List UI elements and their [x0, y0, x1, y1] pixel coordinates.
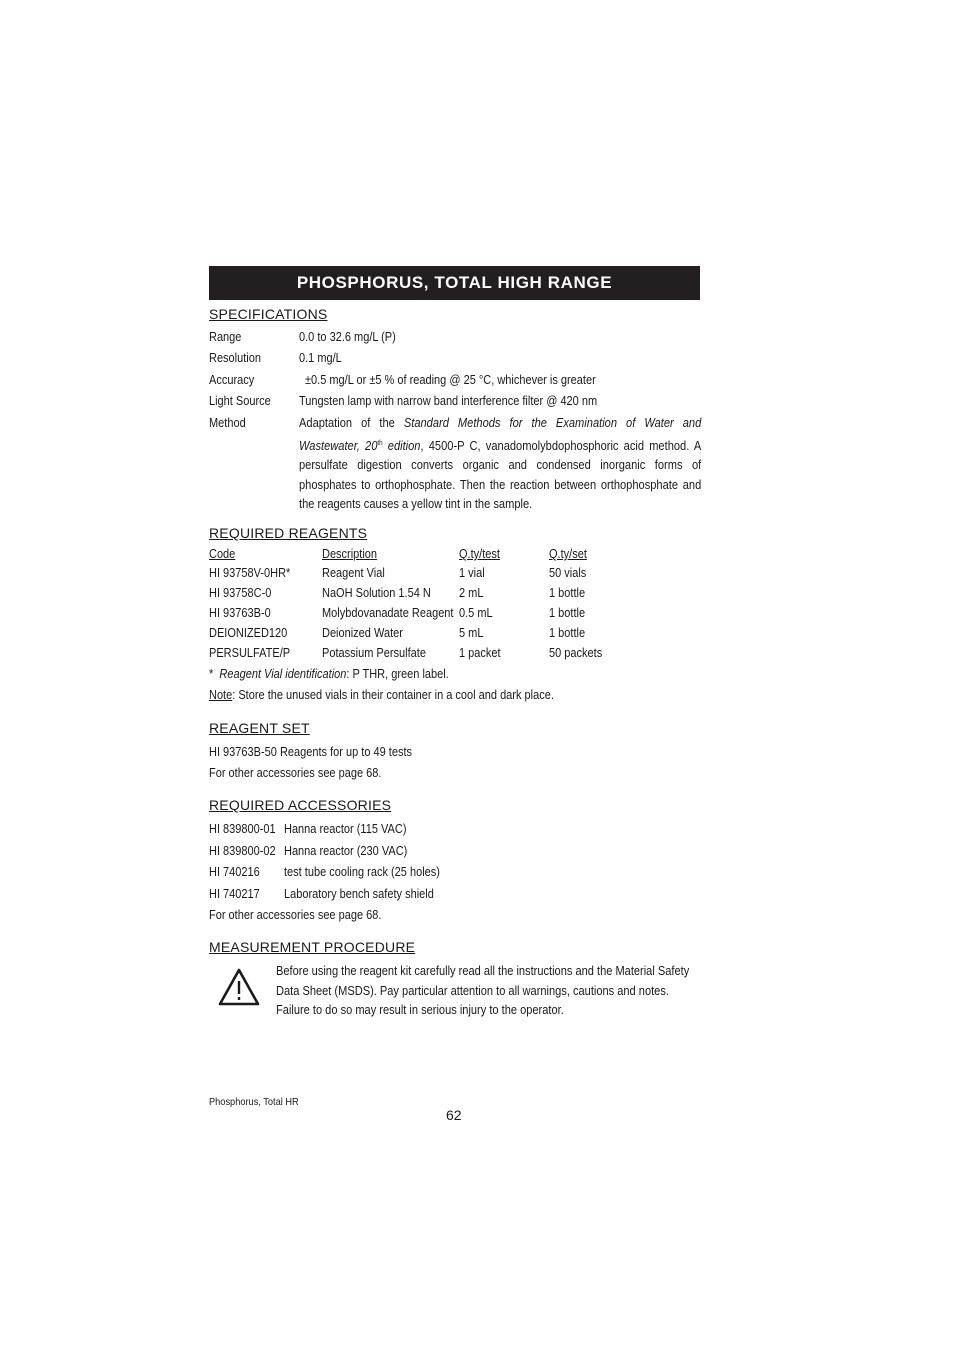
reagent-set-line: HI 93763B-50 Reagents for up to 49 tests: [209, 745, 413, 759]
reagent-code: PERSULFATE/P: [209, 646, 291, 660]
reagent-description: Potassium Persulfate: [322, 646, 426, 660]
accessory-description: test tube cooling rack (25 holes): [284, 865, 440, 879]
required-accessories-heading: REQUIRED ACCESSORIES: [209, 797, 392, 813]
accessories-other-accessories: For other accessories see page 68.: [209, 908, 382, 922]
reagent-code: HI 93763B-0: [209, 606, 271, 620]
reagents-header-qty-set: Q.ty/set: [549, 547, 587, 561]
reagent-vial-footnote: * Reagent Vial identification: P THR, green label.: [209, 667, 449, 681]
spec-label-range: Range: [209, 330, 242, 344]
safety-warning-text: Before using the reagent kit carefully read all the instructions and the Material Safety Data Sheet (MSDS). Pay particular attention to all warnings, cautions and notes. Failure to do so may result in serious injury to the operator.: [276, 964, 690, 1017]
measurement-procedure-heading: MEASUREMENT PROCEDURE: [209, 939, 416, 955]
reagents-header-description: Description: [322, 547, 378, 561]
reagent-qty-set: 50 packets: [549, 646, 603, 660]
accessory-description: Hanna reactor (230 VAC): [284, 844, 408, 858]
reagent-qty-set: 1 bottle: [549, 626, 586, 640]
reagent-qty-set: 50 vials: [549, 566, 587, 580]
reagent-description: Reagent Vial: [322, 566, 385, 580]
reagent-code: HI 93758V-0HR*: [209, 566, 291, 580]
spec-value-resolution: 0.1 mg/L: [299, 351, 342, 365]
spec-value-method: Adaptation of the Standard Methods for the Examination of Water and Wastewater, 20th edition, 4500-P C, vanadomolybdophosphoric acid method. A persulfate digestion converts organic and condensed inorganic forms of phosphates to orthophosphate. Then the reaction between orthophosphate and the reagents causes a yellow tint in the sample.: [299, 416, 702, 512]
spec-label-method: Method: [209, 416, 246, 430]
reagent-qty-test: 1 packet: [459, 646, 501, 660]
spec-value-range: 0.0 to 32.6 mg/L (P): [299, 330, 396, 344]
warning-icon: [218, 968, 260, 1006]
reagent-qty-test: 1 vial: [459, 566, 485, 580]
reagent-description: Deionized Water: [322, 626, 403, 640]
reagents-header-code: Code: [209, 547, 236, 561]
accessory-code: HI 839800-02: [209, 844, 276, 858]
accessory-code: HI 740217: [209, 887, 260, 901]
reagent-set-other-accessories: For other accessories see page 68.: [209, 766, 382, 780]
reagent-code: DEIONIZED120: [209, 626, 288, 640]
accessory-code: HI 839800-01: [209, 822, 276, 836]
spec-label-accuracy: Accuracy: [209, 373, 255, 387]
storage-note: Note: Store the unused vials in their container in a cool and dark place.: [209, 688, 554, 702]
reagent-qty-test: 5 mL: [459, 626, 484, 640]
reagent-qty-set: 1 bottle: [549, 606, 586, 620]
reagent-description: NaOH Solution 1.54 N: [322, 586, 431, 600]
spec-value-light-source: Tungsten lamp with narrow band interference filter @ 420 nm: [299, 394, 598, 408]
reagent-qty-test: 2 mL: [459, 586, 484, 600]
reagents-header-qty-test: Q.ty/test: [459, 547, 500, 561]
reagent-set-heading: REAGENT SET: [209, 720, 310, 736]
accessory-description: Hanna reactor (115 VAC): [284, 822, 407, 836]
reagent-qty-test: 0.5 mL: [459, 606, 493, 620]
reagent-description: Molybdovanadate Reagent: [322, 606, 454, 620]
accessory-code: HI 740216: [209, 865, 260, 879]
spec-value-accuracy: ±0.5 mg/L or ±5 % of reading @ 25 °C, whichever is greater: [305, 373, 596, 387]
page-title: PHOSPHORUS, TOTAL HIGH RANGE: [209, 266, 700, 300]
reagent-qty-set: 1 bottle: [549, 586, 586, 600]
footer-section-name: Phosphorus, Total HR: [209, 1096, 299, 1108]
spec-label-light-source: Light Source: [209, 394, 271, 408]
accessory-description: Laboratory bench safety shield: [284, 887, 434, 901]
spec-label-resolution: Resolution: [209, 351, 261, 365]
reagent-code: HI 93758C-0: [209, 586, 272, 600]
specifications-heading: SPECIFICATIONS: [209, 306, 328, 322]
required-reagents-heading: REQUIRED REAGENTS: [209, 525, 368, 541]
page-number: 62: [446, 1107, 462, 1123]
